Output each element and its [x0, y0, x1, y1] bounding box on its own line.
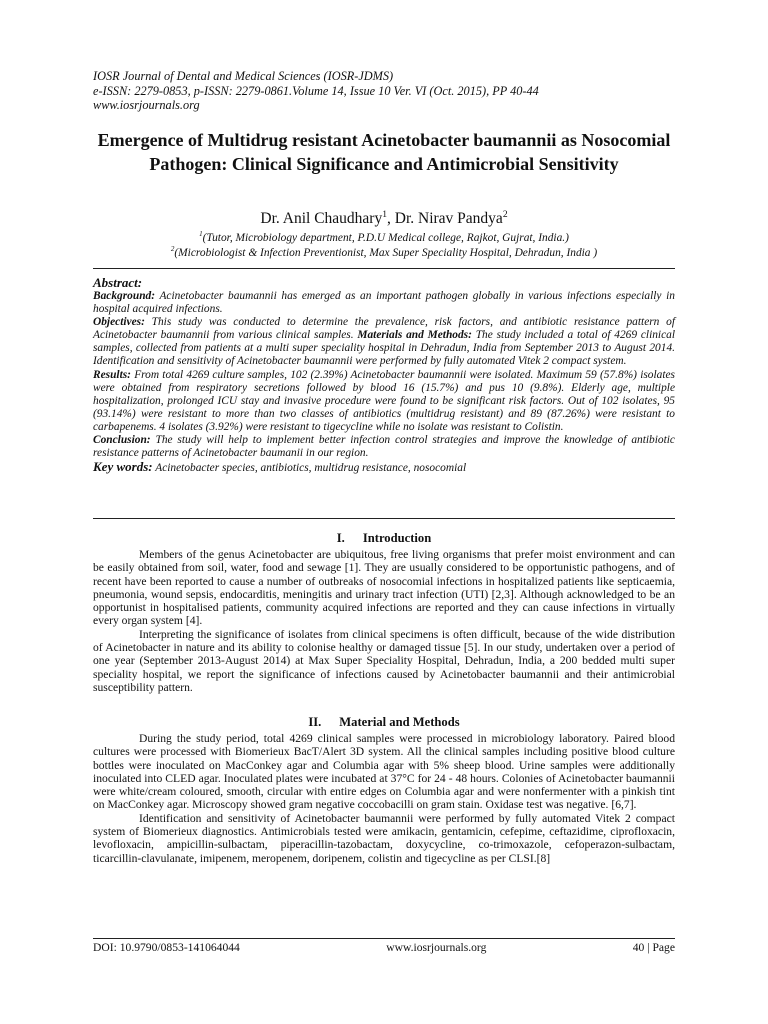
methods-body	[93, 732, 675, 865]
conclusion-text: The study will help to implement better infection control strategies and improve the knowledge of antibiotic resistance patterns of Acinetobacter baumanii in our region.	[93, 434, 675, 460]
paragraph: Identification and sensitivity of Acinetobacter baumannii were performed by fully automated Vitek 2 compact system of Biomerieux diagnostics. Antimicrobials tested were amikacin, gentamicin, cefepime, ceftazidime, ciprofloxacin, levofloxacin, ampicillin-sulbactam, piperacillin-tazobactam, doxycycline, co-trimoxazole, cefoperazon-sulbactam, ticarcillin-clavulanate, imipenem, meropenem, doripenem, colistin and tigecycline as per CLSI.[8]	[93, 811, 675, 865]
background-text: Acinetobacter baumannii has emerged as an important pathogen globally in various infections especially in hospital acquired infections.	[93, 290, 675, 316]
paragraph: During the study period, total 4269 clinical samples were processed in microbiology laboratory. Paired blood cultures were processed with Biomerieux BacT/Alert 3D system. All the clinical samples including positive blood culture bottles were inoculated on MacConkey agar and Columbia agar with 5% sheep blood. Urine samples were additionally inoculated into CLED agar. Inoculated plates were incubated at 37°C for 24 - 48 hours. Colonies of Acinetobacter baumannii were white/cream coloured, smooth, circular with entire edges on Columbia agar and were nonfermenter with a pinkish tint on MacConkey agar. Microscopy showed gram negative coccobacilli on gram stain. Oxidase test was negative. [6,7].	[93, 732, 675, 812]
abstract-conclusion	[93, 434, 675, 460]
results-label: Results:	[93, 368, 131, 381]
affiliation-text: (Tutor, Microbiology department, P.D.U Medical college, Rajkot, Gujrat, India.)	[202, 232, 569, 244]
journal-website[interactable]: www.iosrjournals.org	[93, 98, 200, 113]
section-title: Material and Methods	[339, 715, 460, 729]
page-footer	[93, 941, 675, 954]
introduction-body	[93, 548, 675, 694]
abstract-background	[93, 290, 675, 316]
keywords-text: Acinetobacter species, antibiotics, multidrug resistance, nosocomial	[152, 462, 467, 475]
conclusion-label: Conclusion:	[93, 434, 151, 447]
affiliations	[93, 231, 675, 261]
paper-title: Emergence of Multidrug resistant Acinetobacter baumannii as Nosocomial Pathogen: Clinical Significance and Antimicrobial Sensitivity	[97, 130, 671, 174]
paragraph: Interpreting the significance of isolates from clinical specimens is often difficult, because of the wide distribution of Acinetobacter in nature and its ability to colonise healthy or damaged tissue [5]. In our study, undertaken over a period of one year (September 2013-August 2014) at Max Super Speciality Hospital, Dehradun, India, a 200 bedded multi super speciality hospital, we report the significance of infections caused by Acinetobacter baumannii and their antimicrobial susceptibility pattern.	[93, 627, 675, 694]
footer-page-number: 40 | Page	[632, 941, 675, 954]
keywords-label: Key words:	[93, 459, 153, 475]
author-superscript: 2	[502, 208, 508, 220]
section-heading-methods	[93, 715, 675, 730]
methods-text: The study included a total of 4269 clinical samples, collected from patients at a multi super speciality hospital in Dehradun, India from September 2013 to August 2014. Identification and sensitivity of Acinetobacter baumannii were performed by fully automated Vitek 2 compact system.	[93, 329, 676, 368]
issn-line: e-ISSN: 2279-0853, p-ISSN: 2279-0861.Volume 14, Issue 10 Ver. VI (Oct. 2015), PP 40-44	[93, 83, 539, 98]
abstract-bottom-rule	[93, 518, 675, 519]
abstract-heading: Abstract:	[93, 275, 143, 290]
affiliation-line	[93, 246, 675, 261]
footer-website[interactable]: www.iosrjournals.org	[386, 941, 487, 954]
affiliation-superscript: 2	[170, 245, 175, 254]
author-name: Dr. Nirav Pandya	[394, 210, 503, 227]
author-separator: ,	[387, 210, 395, 227]
affiliation-superscript: 1	[199, 230, 203, 239]
section-number: I.	[336, 531, 345, 545]
section-number: II.	[308, 715, 322, 729]
section-heading-introduction	[93, 531, 675, 546]
author-list	[93, 209, 675, 229]
results-text: From total 4269 culture samples, 102 (2.39%) Acinetobacter baumannii were isolated. Maximum 59 (57.8%) isolates were obtained from respiratory secretions followed by blood 16 (15.7%) and pus 10 (9.8%). Elderly age, multiple hospitalization, prolonged ICU stay and invasive procedure were found to be significant risk factors. Out of 102 isolates, 95 (93.14%) were resistant to more than two classes of antibiotics (multidrug resistant) and 89 (87.26%) were resistant to carbapenems. 4 isolates (3.92%) were resistant to tigecycline while no isolate was resistant to Colistin.	[93, 368, 675, 433]
journal-name: IOSR Journal of Dental and Medical Sciences (IOSR-JDMS)	[93, 69, 394, 83]
abstract-keywords	[93, 460, 675, 475]
author-name: Dr. Anil Chaudhary	[260, 210, 383, 227]
paragraph: Members of the genus Acinetobacter are ubiquitous, free living organisms that prefer moist environment and can be easily obtained from soil, water, food and sewage [1]. They are usually considered to be opportunistic pathogens, and of recent have been reported to cause a number of outbreaks of nosocomial infections in hospitalized patients like septicaemia, pneumonia, wound sepsis, endocarditis, meningitis and urinary tract infection (UTI) [2,3]. Although acknowledged to be an opportunist in hospitalised patients, community acquired infections are reported and they can cause infections in virtually every organ system [4].	[93, 548, 675, 628]
journal-header	[93, 69, 683, 113]
footer-doi[interactable]: DOI: 10.9790/0853-141064044	[93, 941, 240, 954]
author-superscript: 1	[382, 208, 388, 220]
affiliation-text: (Microbiologist & Infection Preventionist, Max Super Speciality Hospital, Dehradun, India )	[174, 247, 598, 259]
abstract-top-rule	[93, 268, 675, 269]
objectives-text: This study was conducted to determine the prevalence, risk factors, and antibiotic resistance pattern of Acinetobacter baumannii from various clinical samples.	[93, 316, 675, 342]
affiliation-line	[93, 231, 675, 246]
abstract-block	[93, 276, 675, 475]
methods-label: Materials and Methods:	[357, 329, 472, 342]
abstract-results	[93, 369, 675, 434]
objectives-label: Objectives:	[93, 316, 145, 329]
footer-rule	[93, 938, 675, 939]
abstract-objectives	[93, 316, 675, 368]
section-title: Introduction	[362, 531, 432, 545]
background-label: Background:	[93, 290, 156, 302]
